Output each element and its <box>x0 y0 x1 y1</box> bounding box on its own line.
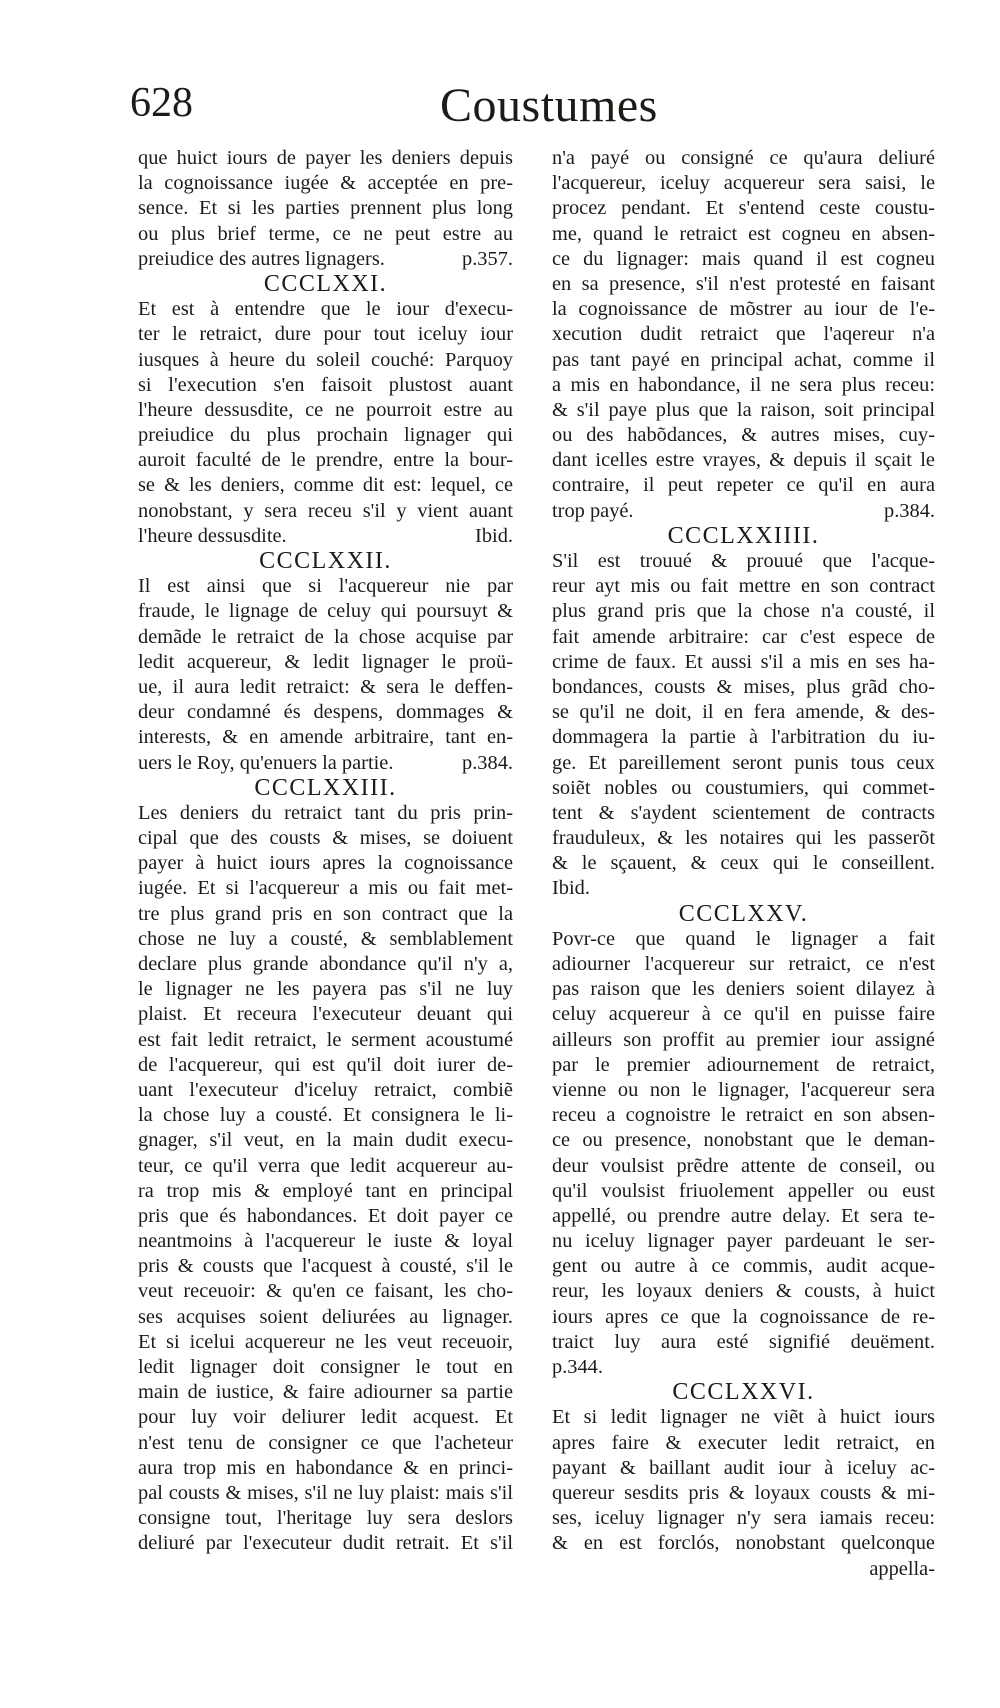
text-line: ou plus brief terme, ce ne peut estre au <box>138 222 513 245</box>
text-line: ledit acquereur, & ledit lignager le proü- <box>138 650 513 673</box>
text-line: n'a payé ou consigné ce qu'aura deliuré <box>552 147 935 169</box>
text-line: ce ou presence, nonobstant que le deman- <box>552 1129 935 1152</box>
text-line: & s'il paye plus que la raison, soit principal <box>552 398 935 421</box>
text-line: deur condamné és despens, dommages & <box>138 701 513 724</box>
text-line: en sa presence, s'il n'est protesté en faisant <box>552 272 935 295</box>
text-line-with-reference <box>138 524 513 549</box>
text-line: nu iceluy lignager payer pardeuant le ser- <box>552 1230 935 1253</box>
text-line: ledit lignager doit consigner le tout en <box>138 1356 513 1378</box>
text-line: Il est ainsi que si l'acquereur nie par <box>138 575 513 598</box>
text-line: que huict iours de payer les deniers depuis <box>138 147 513 169</box>
page-reference: p.344. <box>552 1356 603 1378</box>
text-line: nonobstant, y sera receu s'il y vient auant <box>138 499 513 522</box>
text-line: ailleurs son proffit au premier iour assigné <box>552 1028 935 1051</box>
text-line: est fait ledit retraict, le serment acoustumé <box>138 1028 513 1051</box>
text-line: gnager, s'il veut, en la main dudit execu- <box>138 1129 513 1152</box>
text-line: deliuré par l'executeur dudit retrait. Et s'il <box>138 1532 513 1555</box>
text-line: plaist. Et receura l'executeur deuant qui <box>138 1003 513 1026</box>
text-line: cipal que des cousts & mises, se doiuent <box>138 827 513 850</box>
text-line: bondances, cousts & mises, plus grãd cho- <box>552 675 935 698</box>
text-line: qu'il voulsist friuolement appeller ou eust <box>552 1179 935 1202</box>
text-line: reur ayt mis ou fait mettre en son contract <box>552 575 935 598</box>
text-line: neantmoins à l'acquereur le iuste & loyal <box>138 1230 513 1253</box>
text-line: ue, il aura ledit retraict: & sera le deffen- <box>138 675 513 698</box>
text-line: le lignager ne les payera pas s'il ne luy <box>138 978 513 1001</box>
text-line: ses, iceluy lignager n'y sera iamais receu: <box>552 1507 935 1530</box>
line-text: l'heure dessusdite. <box>138 524 287 547</box>
left-column <box>138 146 513 1557</box>
line-text: uers le Roy, qu'enuers la partie. <box>138 751 394 774</box>
page-reference: p.384. <box>884 499 935 522</box>
text-line: la chose luy a cousté. Et consignera le li- <box>138 1104 513 1127</box>
text-line: ce du lignager: mais quand il est cogneu <box>552 247 935 270</box>
text-line: contraire, il peut repeter ce qu'il en aura <box>552 474 935 497</box>
text-line: pal cousts & mises, s'il ne luy plaist: mais s'il <box>138 1481 513 1504</box>
text-line: S'il est trouué & prouué que l'acque- <box>552 550 935 572</box>
text-line: frauduleux, & les notaires qui les passerõt <box>552 827 935 850</box>
article-heading: CCCLXXIII. <box>254 774 397 801</box>
text-line: se qu'il ne doit, il en fera amende, & des- <box>552 701 935 724</box>
text-line: declare plus grande abondance qu'il n'y a, <box>138 953 513 975</box>
text-line: interests, & en amende arbitraire, tant en- <box>138 726 513 749</box>
text-line: traict luy aura esté signifié deuëment. <box>552 1330 935 1353</box>
text-line: soiẽt nobles ou coustumiers, qui commet- <box>552 776 935 799</box>
text-line: chose ne luy a cousté, & semblablement <box>138 927 513 950</box>
text-line: Et est à entendre que le iour d'execu- <box>138 298 513 321</box>
text-line: auroit faculté de le prendre, entre la bour- <box>138 449 513 472</box>
text-line: a mis en habondance, il ne sera plus receu: <box>552 373 935 396</box>
text-line: veut receuoir: & qu'en ce faisant, les cho- <box>138 1280 513 1303</box>
text-line: dant icelles estre vrayes, & depuis il sçait le <box>552 449 935 472</box>
text-line: Les deniers du retraict tant du pris prin- <box>138 801 513 824</box>
right-column <box>552 146 935 1582</box>
text-line: payant & baillant audit iour à iceluy ac- <box>552 1456 935 1479</box>
text-line: ge. Et pareillement seront punis tous ceux <box>552 751 935 774</box>
text-line: iours apres ce que la cognoissance de re- <box>552 1305 935 1328</box>
text-line: iusques à heure du soleil couché: Parquoy <box>138 348 513 371</box>
text-line-with-reference <box>552 499 935 524</box>
text-line: la cognoissance de mõstrer au iour de l'e- <box>552 298 935 321</box>
text-line: appellé, ou prendre autre delay. Et sera te- <box>552 1204 935 1227</box>
text-line: pour luy voir deliurer ledit acquest. Et <box>138 1406 513 1429</box>
text-line: Povr-ce que quand le lignager a fait <box>552 927 935 950</box>
text-line: ses acquises soient deliurées au lignager. <box>138 1305 513 1328</box>
text-line: si l'execution s'en faisoit plustost auant <box>138 373 513 396</box>
text-line: adiourner l'acquereur sur retraict, ce n'est <box>552 953 935 975</box>
article-heading: CCCLXXIIII. <box>667 522 820 549</box>
text-line: la cognoissance iugée & acceptée en pre- <box>138 172 513 195</box>
text-line: plus grand pris que la chose n'a cousté, il <box>552 600 935 623</box>
text-line: crime de faux. Et aussi s'il a mis en ses ha- <box>552 650 935 673</box>
text-line: tent & s'aydent scientement de contracts <box>552 801 935 824</box>
text-line-with-reference <box>138 247 513 272</box>
text-line: quereur sesdits pris & loyaux cousts & mi- <box>552 1481 935 1504</box>
text-line: l'acquereur, iceluy acquereur sera saisi, le <box>552 172 935 195</box>
text-line: receu a cognoistre le retraict en son absen- <box>552 1104 935 1127</box>
text-line: celuy acquereur à ce qu'il en puisse faire <box>552 1003 935 1026</box>
page-reference: p.384. <box>462 751 513 774</box>
text-line: dommagera la partie à l'arbitration du iu- <box>552 726 935 749</box>
text-line: pris & cousts que l'acquest à cousté, s'il le <box>138 1255 513 1278</box>
text-line: pas tant payé en principal achat, comme il <box>552 348 935 371</box>
text-line: tre plus grand pris en son contract que la <box>138 902 513 925</box>
line-text: trop payé. <box>552 499 634 522</box>
text-line: & le sçauent, & ceux qui le conseillent. <box>552 852 935 875</box>
text-line: teur, ce qu'il verra que ledit acquereur au- <box>138 1154 513 1177</box>
text-line: deur voulsist prẽdre attente de conseil, ou <box>552 1154 935 1177</box>
running-title: Coustumes <box>440 79 658 132</box>
text-line: pas raison que les deniers soient dilayez à <box>552 978 935 1001</box>
text-line: ter le retraict, dure pour tout iceluy iour <box>138 323 513 346</box>
line-text: preiudice des autres lignagers. <box>138 247 385 270</box>
text-line: par le premier adiournement de retraict, <box>552 1053 935 1076</box>
article-heading: CCCLXXVI. <box>672 1379 815 1406</box>
text-line: pris que és habondances. Et doit payer ce <box>138 1204 513 1227</box>
text-line: ra trop mis & employé tant en principal <box>138 1179 513 1202</box>
text-line: vienne ou non le lignager, l'acquereur sera <box>552 1078 935 1101</box>
text-line: gent ou autre à ce commis, audit acque- <box>552 1255 935 1278</box>
text-line: l'heure dessusdite, ce ne pourroit estre au <box>138 398 513 421</box>
article-heading: CCCLXXI. <box>263 270 388 297</box>
text-line: xecution dudit retraict que l'aqereur n'a <box>552 323 935 346</box>
text-line: sence. Et si les parties prennent plus long <box>138 197 513 220</box>
page-reference: Ibid. <box>552 877 590 900</box>
text-line: & en est forclós, nonobstant quelconque <box>552 1532 935 1555</box>
page-reference: p.357. <box>462 247 513 270</box>
text-line: payer à huict iours apres la cognoissance <box>138 852 513 875</box>
text-line: preiudice du plus prochain lignager qui <box>138 424 513 447</box>
text-line: uant l'executeur d'iceluy retraict, combiẽ <box>138 1078 513 1101</box>
text-line: consigne tout, l'heritage luy sera deslors <box>138 1507 513 1530</box>
text-line: main de iustice, & faire adiourner sa partie <box>138 1381 513 1404</box>
text-line: Et si ledit lignager ne viẽt à huict iours <box>552 1406 935 1429</box>
article-heading: CCCLXXV. <box>678 900 809 927</box>
text-line: reur, les loyaux deniers & cousts, à huict <box>552 1280 935 1303</box>
text-line: procez pendant. Et s'entend ceste coustu- <box>552 197 935 220</box>
page-reference: Ibid. <box>475 524 513 547</box>
text-line: demãde le retraict de la chose acquise par <box>138 625 513 648</box>
text-line: fait amende arbitraire: car c'est espece de <box>552 625 935 648</box>
text-line: se & les deniers, comme dit est: lequel, ce <box>138 474 513 497</box>
text-line: aura trop mis en habondance & en princi- <box>138 1456 513 1479</box>
text-line-with-reference <box>138 751 513 776</box>
text-line: Et si icelui acquereur ne les veut receuoir, <box>138 1330 513 1353</box>
text-line: iugée. Et si l'acquereur a mis ou fait met- <box>138 877 513 900</box>
text-line: apres faire & executer ledit retraict, en <box>552 1431 935 1454</box>
text-line: me, quand le retraict est cogneu en absen- <box>552 222 935 245</box>
article-heading: CCCLXXII. <box>259 548 392 574</box>
text-line: fraude, le lignage de celuy qui poursuyt & <box>138 600 513 623</box>
catchword: appella- <box>869 1557 935 1580</box>
text-line: de l'acquereur, qui est qu'il doit iurer de- <box>138 1053 513 1076</box>
text-line: n'est tenu de consigner ce que l'acheteur <box>138 1431 513 1454</box>
page-number: 628 <box>130 80 193 126</box>
text-line: ou des habõdances, & autres mises, cuy- <box>552 424 935 447</box>
